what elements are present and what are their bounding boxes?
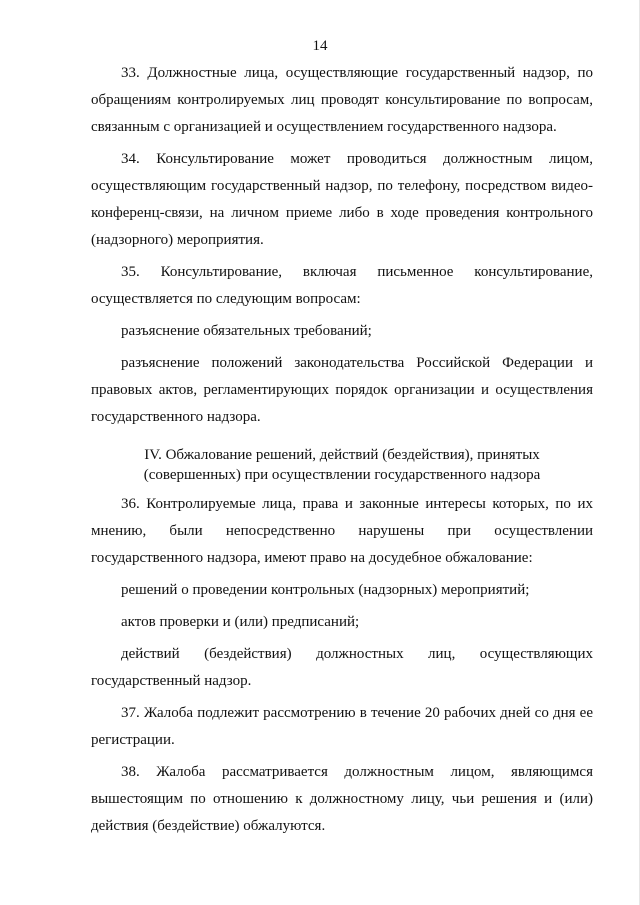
list-item-legislation: разъяснение положений законодательства Российской Федерации и правовых актов, регламентирующих порядок организации и осуществления государственного надзора. bbox=[91, 355, 593, 425]
paragraph-35: 35. Консультирование, включая письменное консультирование, осуществляется по следующим вопросам: bbox=[91, 264, 593, 307]
paragraph-38: 38. Жалоба рассматривается должностным лицом, являющимся вышестоящим по отношению к должностному лицу, чьи решения и (или) действия (бездействие) обжалуются. bbox=[91, 764, 593, 834]
list-item-decisions: решений о проведении контрольных (надзорных) мероприятий; bbox=[121, 582, 530, 598]
section-heading-line-2: (совершенных) при осуществлении государственного надзора bbox=[143, 467, 541, 483]
list-item-actions: действий (бездействия) должностных лиц, осуществляющих государственный надзор. bbox=[91, 646, 593, 689]
page-number: 14 bbox=[312, 38, 328, 54]
paragraph-37: 37. Жалоба подлежит рассмотрению в течение 20 рабочих дней со дня ее регистрации. bbox=[91, 705, 593, 748]
list-item-requirements: разъяснение обязательных требований; bbox=[121, 323, 372, 339]
paragraph-34: 34. Консультирование может проводиться должностным лицом, осуществляющим государственный надзор, по телефону, посредством видео-конференц-связи, на личном приеме либо в ходе проведения контрольного (надзорного) мероприятия. bbox=[91, 151, 593, 248]
paragraph-36: 36. Контролируемые лица, права и законные интересы которых, по их мнению, были непосредственно нарушены при осуществлении государственного надзора, имеют право на досудебное обжалование: bbox=[91, 496, 593, 566]
paragraph-33: 33. Должностные лица, осуществляющие государственный надзор, по обращениям контролируемых лиц проводят консультирование по вопросам, связанным с организацией и осуществлением государственного надзора. bbox=[91, 65, 593, 135]
section-heading bbox=[91, 445, 593, 485]
section-heading-line-1: IV. Обжалование решений, действий (бездействия), принятых bbox=[144, 447, 540, 463]
list-item-acts: актов проверки и (или) предписаний; bbox=[121, 614, 360, 630]
document-body bbox=[91, 60, 593, 840]
